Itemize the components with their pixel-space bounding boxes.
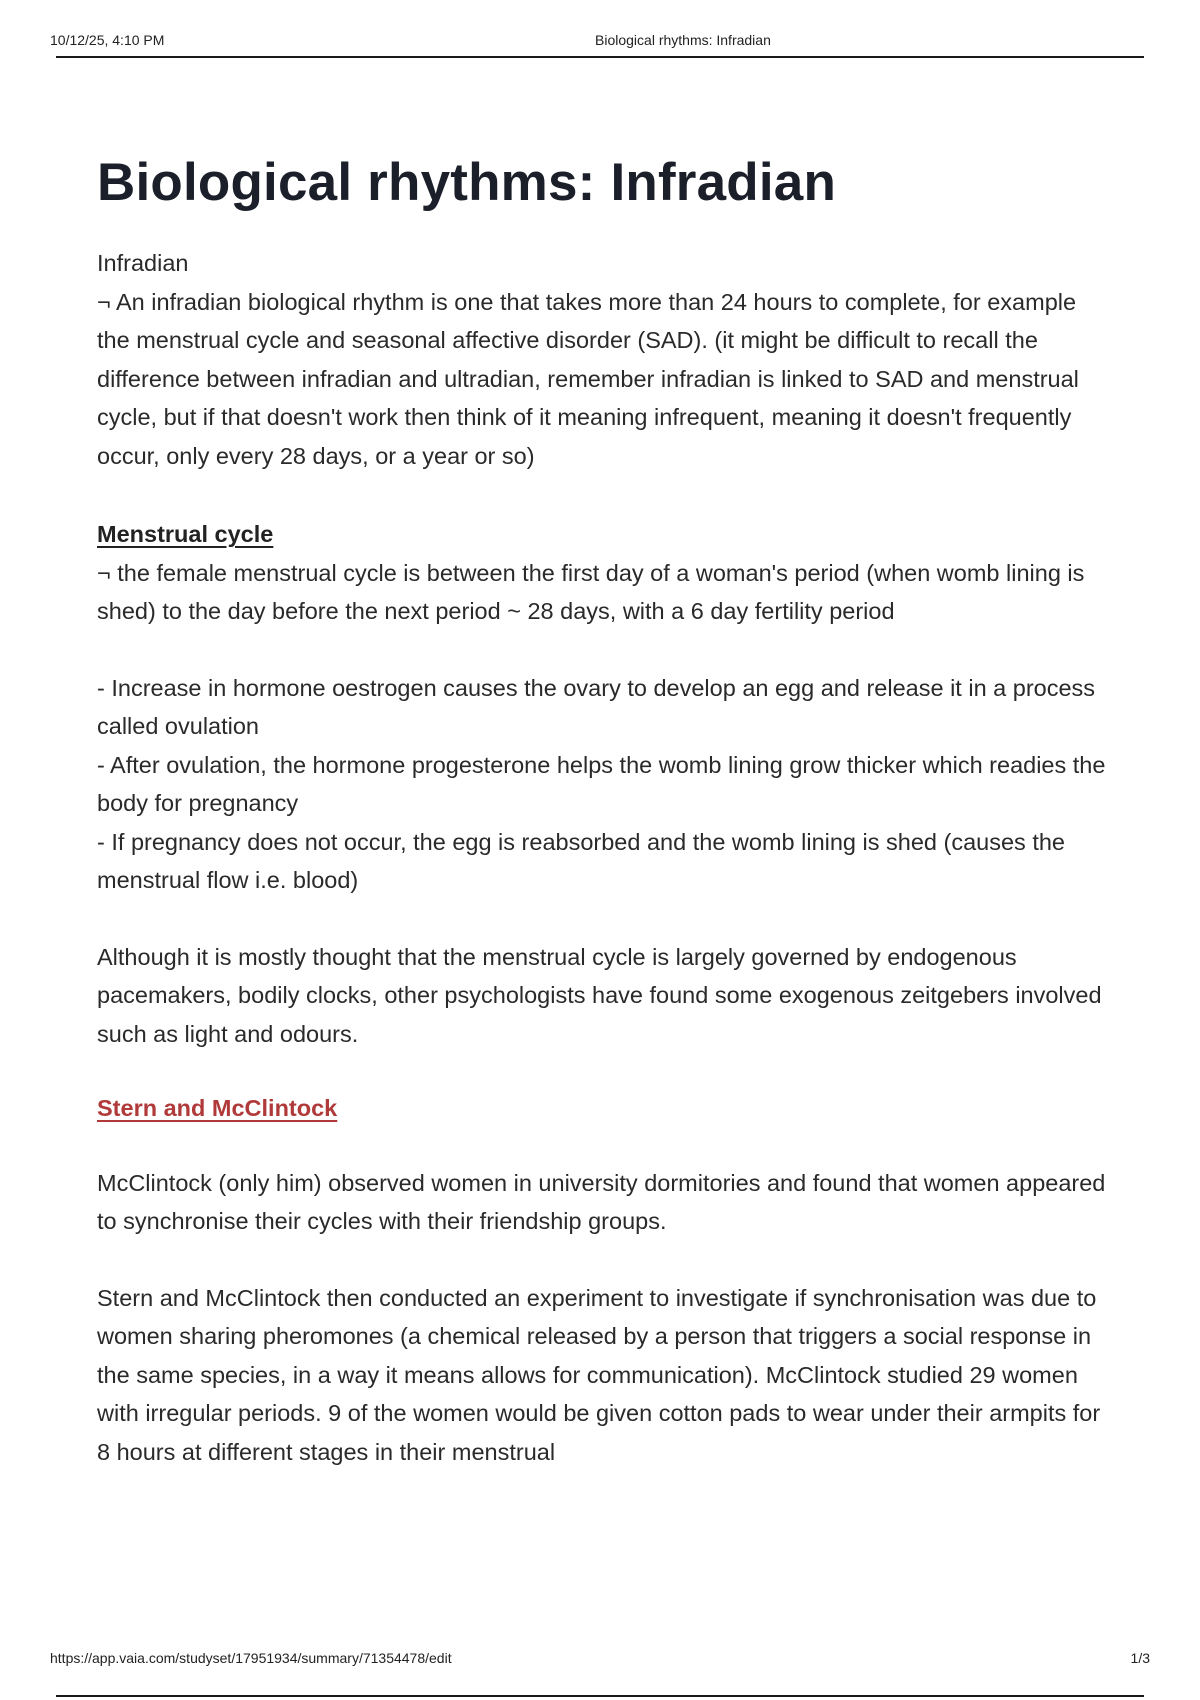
- intro-paragraph: ¬ An infradian biological rhythm is one that takes more than 24 hours to complete, for example the menstrual cycle and seasonal affective disorder (SAD). (it might be difficult to recall the difference between infradian and ultradian, remember infradian is linked to SAD and menstrual cycle, but if that doesn't work then think of it meaning infrequent, meaning it doesn't frequently occur, only every 28 days, or a year or so): [97, 288, 1079, 469]
- print-url: https://app.vaia.com/studyset/17951934/summary/71354478/edit: [50, 1650, 452, 1666]
- menstrual-point-progesterone: - After ovulation, the hormone progesterone helps the womb lining grow thicker which readies the body for pregnancy: [97, 751, 1106, 816]
- footer-divider: [56, 1695, 1144, 1697]
- page-title: Biological rhythms: Infradian: [97, 153, 837, 212]
- stern-mcclintock-experiment: Stern and McClintock then conducted an experiment to investigate if synchronisation was due to women sharing pheromones (a chemical released by a person that triggers a social response in the same species, in a way it means allows for communication). McClintock studied 29 women with irregular periods. 9 of the women would be given cotton pads to wear under their armpits for 8 hours at different stages in their menstrual: [97, 1284, 1101, 1465]
- intro-heading: Infradian: [97, 250, 189, 276]
- header-divider: [56, 56, 1144, 58]
- page-number: 1/3: [1130, 1650, 1150, 1666]
- stern-mcclintock-heading: Stern and McClintock: [97, 1095, 338, 1121]
- menstrual-definition: ¬ the female menstrual cycle is between the first day of a woman's period (when womb lining is shed) to the day before the next period ~ 28 days, with a 6 day fertility period: [97, 559, 1085, 624]
- print-document-title: Biological rhythms: Infradian: [595, 32, 771, 48]
- menstrual-cycle-heading: Menstrual cycle: [97, 521, 274, 547]
- menstrual-point-oestrogen: - Increase in hormone oestrogen causes the ovary to develop an egg and release it in a process called ovulation: [97, 674, 1096, 739]
- document-body: [97, 150, 1107, 1471]
- menstrual-point-shedding: - If pregnancy does not occur, the egg is reabsorbed and the womb lining is shed (causes the menstrual flow i.e. blood): [97, 828, 1065, 893]
- menstrual-summary: Although it is mostly thought that the menstrual cycle is largely governed by endogenous pacemakers, bodily clocks, other psychologists have found some exogenous zeitgebers involved such as light and odours.: [97, 943, 1102, 1047]
- mcclintock-observation: McClintock (only him) observed women in university dormitories and found that women appeared to synchronise their cycles with their friendship groups.: [97, 1169, 1106, 1234]
- print-datetime: 10/12/25, 4:10 PM: [50, 32, 165, 48]
- print-header: [50, 28, 1144, 52]
